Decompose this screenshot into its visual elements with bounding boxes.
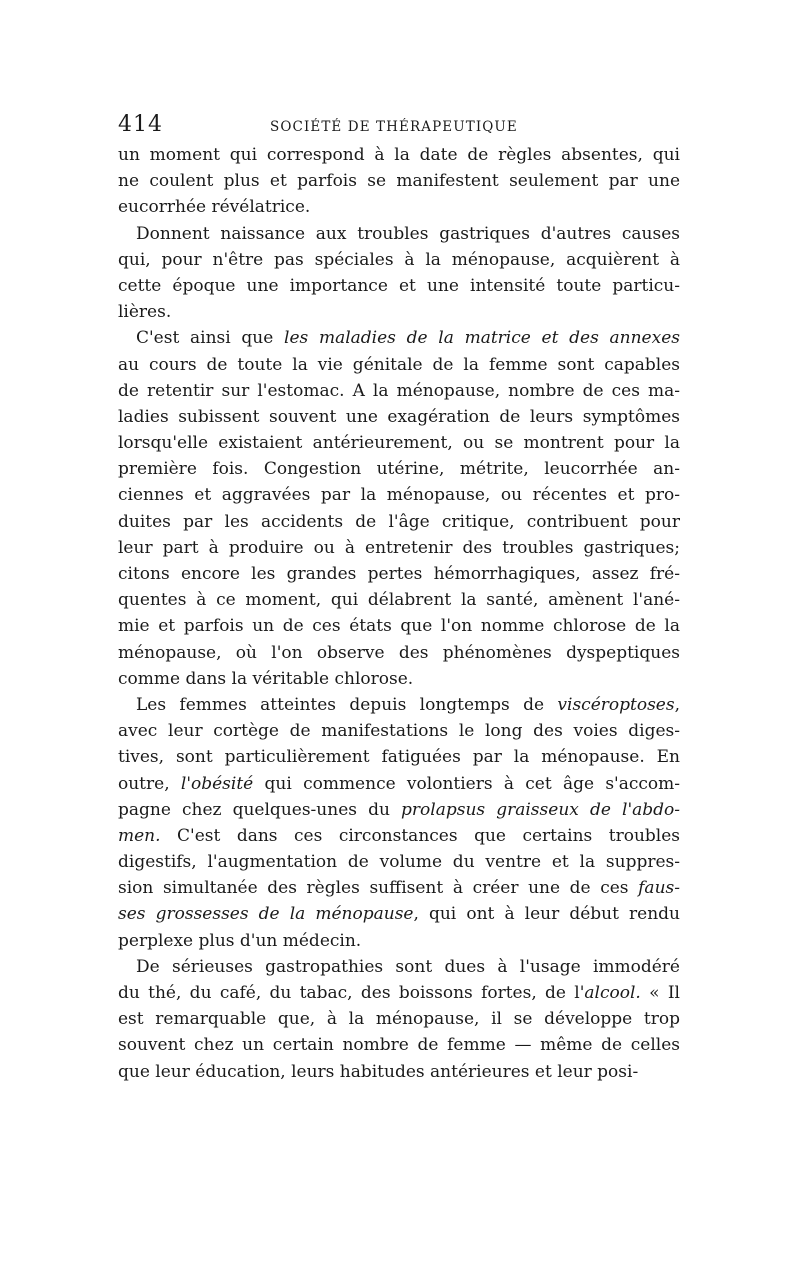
paragraph xyxy=(118,142,680,221)
text-line: comme dans la véritable chlorose. xyxy=(118,668,414,689)
text-line: ciennes et aggravées par la ménopause, ou récentes et pro- xyxy=(118,485,680,506)
text-line: C'est ainsi que les maladies de la matrice et des annexes xyxy=(136,328,680,349)
text-line: mie et parfois un de ces états que l'on nomme chlorose de la xyxy=(118,616,680,637)
text-line: De sérieuses gastropathies sont dues à l'usage immodéré xyxy=(136,956,680,977)
text-line: men. C'est dans ces circonstances que certains troubles xyxy=(118,825,680,846)
text-line: qui, pour n'être pas spéciales à la ménopause, acquièrent à xyxy=(118,249,680,270)
paragraph xyxy=(118,325,680,692)
italic-phrase: faus- xyxy=(638,878,680,899)
text-line: que leur éducation, leurs habitudes antérieures et leur posi- xyxy=(118,1061,639,1082)
text-line: de retentir sur l'estomac. A la ménopause, nombre de ces ma- xyxy=(118,380,680,401)
text-line: première fois. Congestion utérine, métrite, leucorrhée an- xyxy=(118,459,680,480)
text-line: ladies subissent souvent une exagération de leurs symptômes xyxy=(118,406,680,427)
text-line: au cours de toute la vie génitale de la femme sont capables xyxy=(118,354,680,375)
italic-phrase: prolapsus graisseux de l'abdo- xyxy=(401,799,680,820)
paragraph xyxy=(118,954,680,1085)
text-line: avec leur cortège de manifestations le long des voies diges- xyxy=(118,721,680,742)
text-line: lières. xyxy=(118,302,172,323)
text-line: lorsqu'elle existaient antérieurement, ou se montrent pour la xyxy=(118,433,680,454)
text-line: citons encore les grandes pertes hémorrhagiques, assez fré- xyxy=(118,564,680,584)
text-line: Les femmes atteintes depuis longtemps de viscéroptoses, xyxy=(136,694,680,715)
page-number: 414 xyxy=(118,112,163,137)
text-line: leur part à produire ou à entretenir des troubles gastriques; xyxy=(118,537,680,558)
italic-phrase: men. xyxy=(118,825,161,846)
italic-phrase: alcool. xyxy=(584,983,641,1003)
italic-phrase: viscéroptoses xyxy=(557,694,675,715)
text-line: un moment qui correspond à la date de règles absentes, qui xyxy=(118,145,680,165)
text-line: digestifs, l'augmentation de volume du ventre et la suppres- xyxy=(118,852,680,873)
text-line: du thé, du café, du tabac, des boissons fortes, de l'alcool. « Il xyxy=(118,983,680,1003)
text-line: duites par les accidents de l'âge critique, contribuent pour xyxy=(118,511,680,532)
text-line: souvent chez un certain nombre de femme — même de celles xyxy=(118,1035,680,1056)
text-line: quentes à ce moment, qui délabrent la santé, amènent l'ané- xyxy=(118,590,680,611)
text-line: ne coulent plus et parfois se manifestent seulement par une xyxy=(118,171,680,192)
text-line: sion simultanée des règles suffisent à créer une de ces faus- xyxy=(118,878,680,899)
paragraph xyxy=(118,692,680,954)
italic-phrase: les maladies de la matrice et des annexes xyxy=(284,328,680,349)
text-line: tives, sont particulièrement fatiguées par la ménopause. En xyxy=(118,747,680,768)
text-line: eucorrhée révélatrice. xyxy=(118,197,311,218)
paragraph xyxy=(118,221,680,326)
body-text xyxy=(118,142,680,1085)
text-line: est remarquable que, à la ménopause, il se développe trop xyxy=(118,1009,680,1030)
text-line: pagne chez quelques-unes du prolapsus graisseux de l'abdo- xyxy=(118,799,680,820)
italic-phrase: ses grossesses de la ménopause xyxy=(118,904,414,925)
running-head xyxy=(118,112,680,142)
text-line: outre, l'obésité qui commence volontiers à cet âge s'accom- xyxy=(118,773,680,794)
text-line: ses grossesses de la ménopause, qui ont à leur début rendu xyxy=(118,904,680,925)
book-page xyxy=(118,112,680,1085)
text-line: ménopause, où l'on observe des phénomènes dyspeptiques xyxy=(118,642,680,663)
text-line: perplexe plus d'un médecin. xyxy=(118,930,362,951)
text-line: Donnent naissance aux troubles gastriques d'autres causes xyxy=(136,223,680,244)
italic-phrase: l'obésité xyxy=(180,773,254,794)
text-line: cette époque une importance et une intensité toute particu- xyxy=(118,275,680,296)
running-title: SOCIÉTÉ DE THÉRAPEUTIQUE xyxy=(270,119,518,135)
